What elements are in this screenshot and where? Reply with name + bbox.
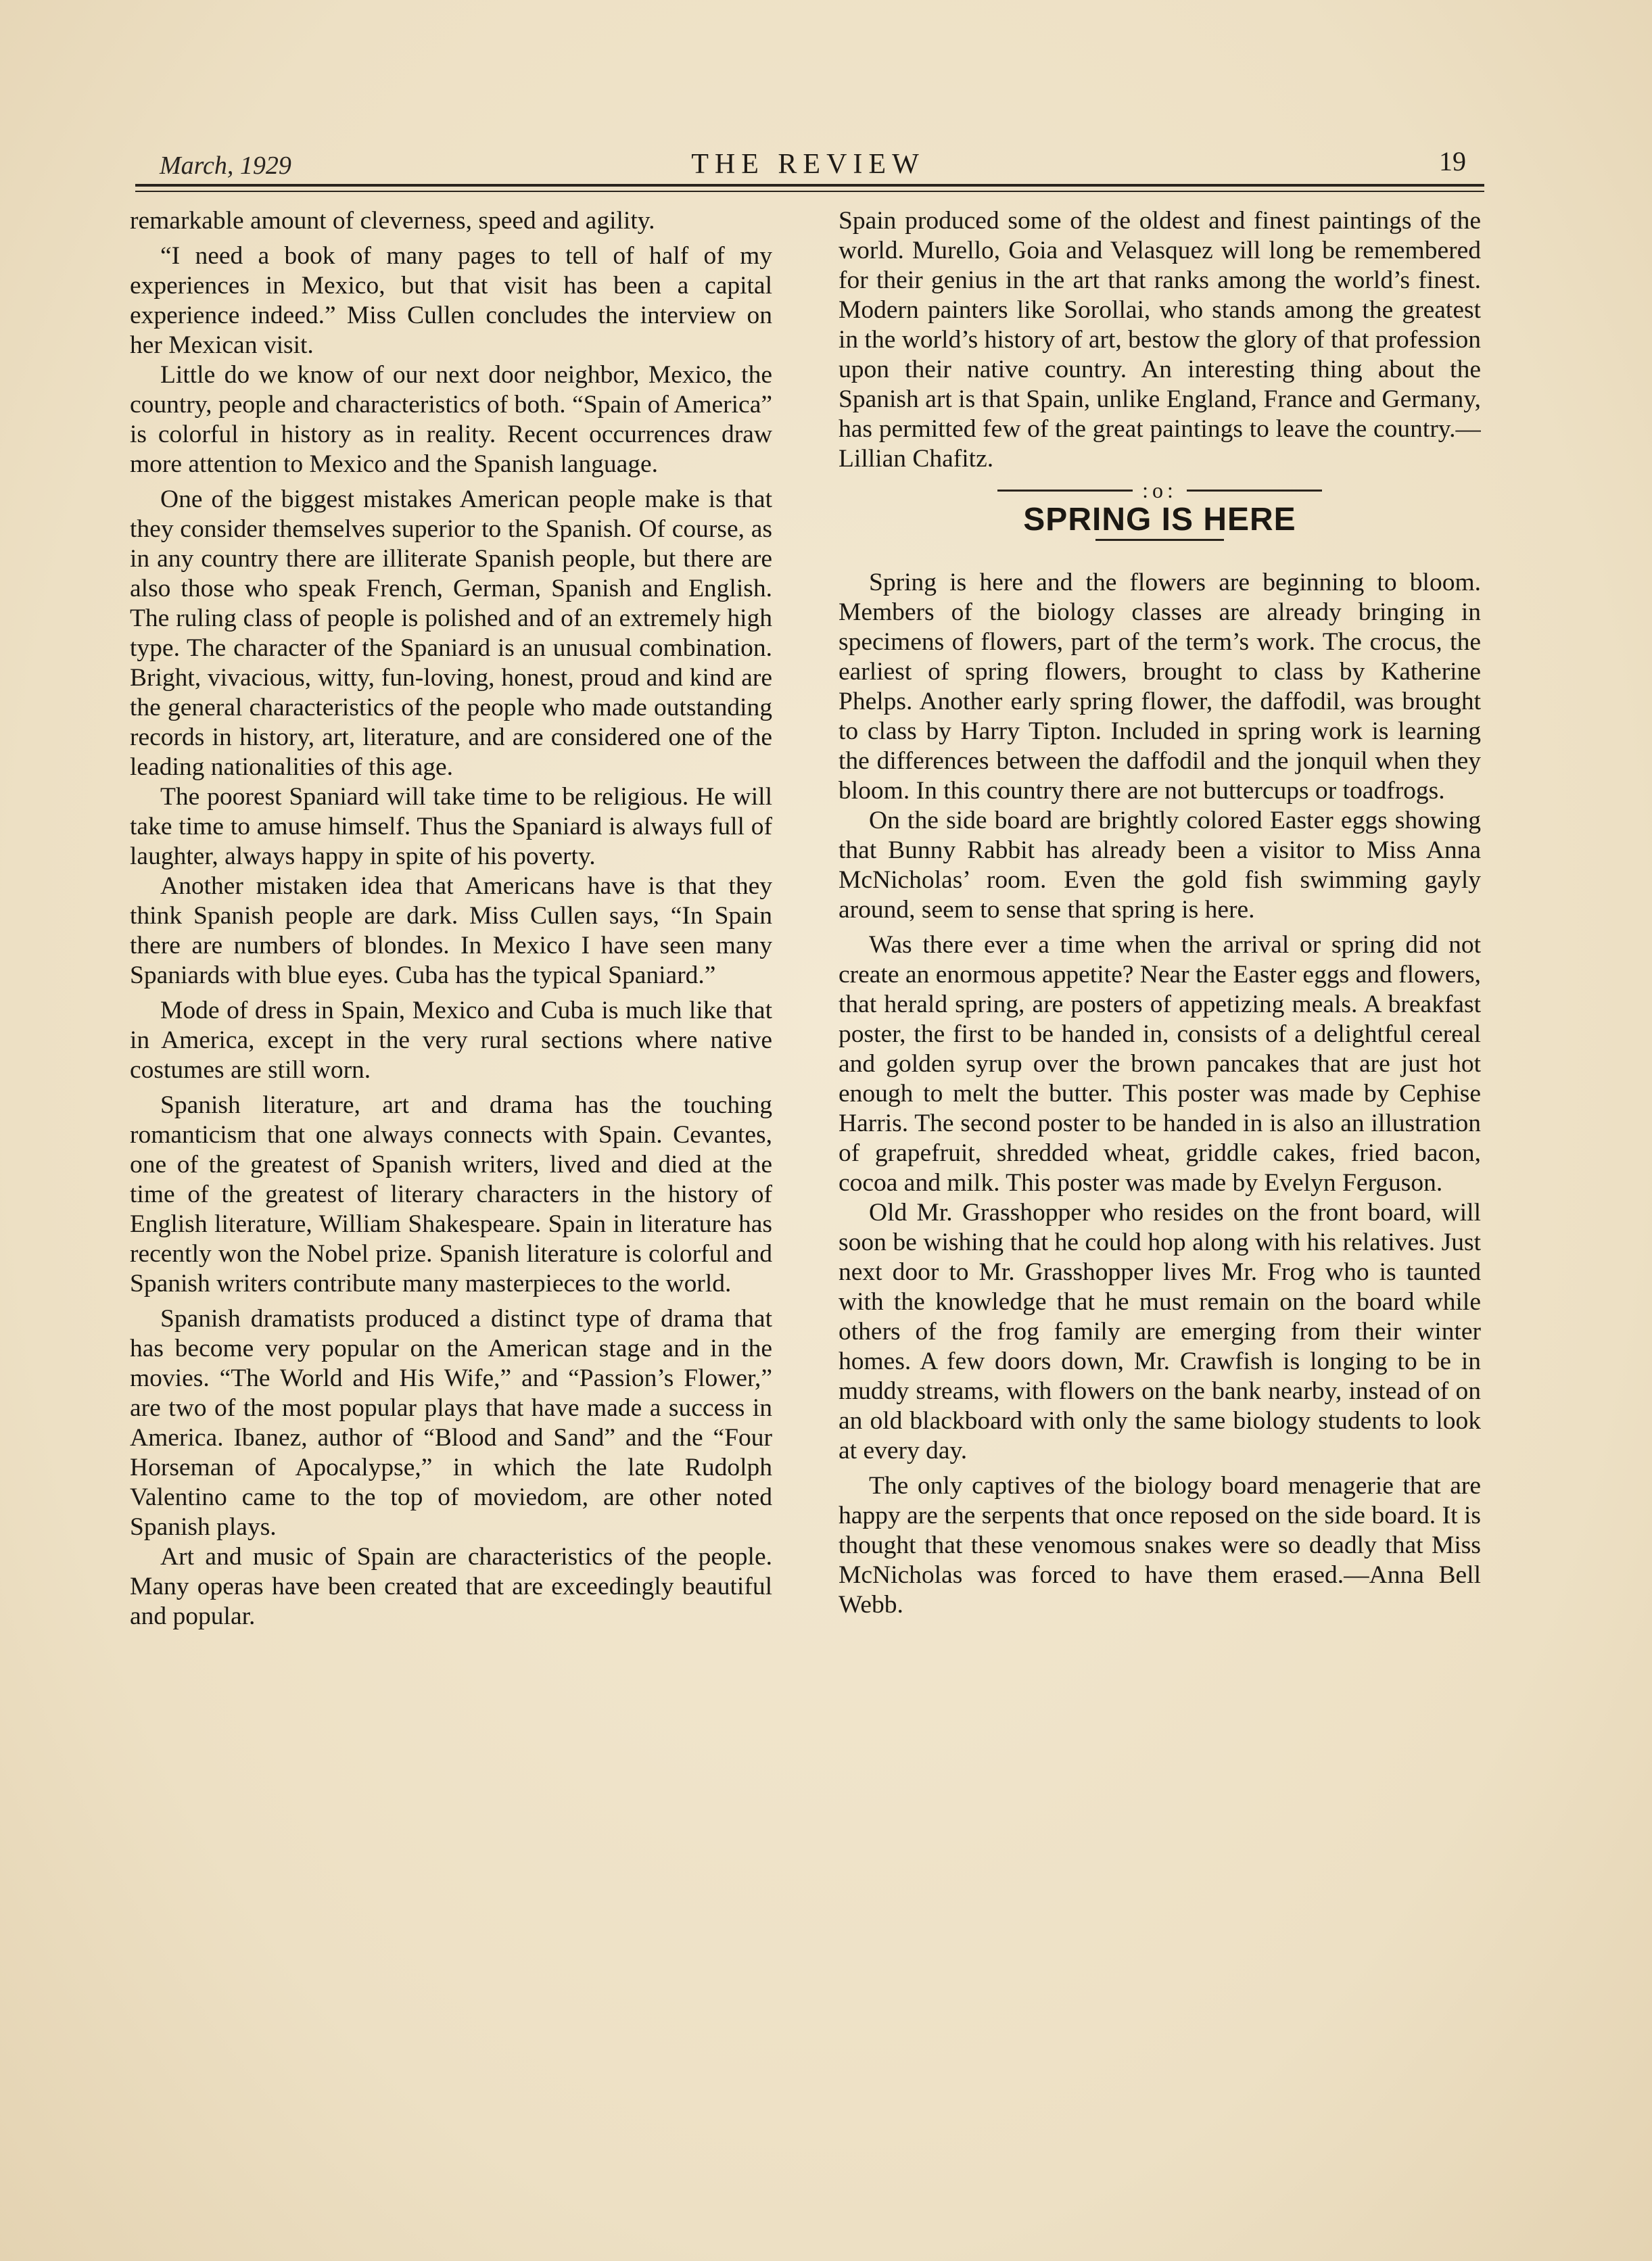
paragraph: Spain produced some of the oldest and finest paintings of the world. Murello, Goia and Velasquez will long be remembered for their genius in the art that ranks among the world’s finest. Modern painters like Sorollai, who stands among the greatest in the world’s history of art, bestow the glory of that profession upon their native country. An interesting thing about the Spanish art is that Spain, unlike England, France and Germany, has permitted few of the great paintings to leave the country.—Lillian Chafitz. <box>839 207 1481 473</box>
paragraph: The only captives of the biology board menagerie that are happy are the serpents that once reposed on the side board. It is thought that these venomous snakes were so deadly that Miss McNicholas was forced to have them erased.—Anna Bell Webb. <box>839 1472 1481 1619</box>
paragraph: One of the biggest mistakes American people make is that they consider themselves superior to the Spanish. Of course, as in any country there are illiterate Spanish people, but there are also those who speak French, German, Spanish and English. The ruling class of people is polished and of an extremely high type. The character of the Spaniard is an unusual combination. Bright, vivacious, witty, fun-loving, honest, proud and kind are the general characteristics of the people who made outstanding records in history, art, literature, and are considered one of the leading nationalities of this age. <box>130 485 772 781</box>
paragraph: Was there ever a time when the arrival or spring did not create an enormous appetite? Near the Easter eggs and flowers, that herald spring, are posters of appetizing meals. A breakfast poster, the first to be handed in, consists of a delightful cereal and golden syrup over the brown pancakes that are just hot enough to melt the butter. This poster was made by Cephise Harris. The second poster to be handed in is also an illustration of grapefruit, shredded wheat, griddle cakes, fried bacon, cocoa and milk. This poster was made by Evelyn Ferguson. <box>839 931 1481 1197</box>
paragraph: Art and music of Spain are characteristics of the people. Many operas have been created that are exceedingly beautiful and popular. <box>130 1543 772 1630</box>
separator-mark: :o: <box>1142 478 1177 502</box>
paragraph: Old Mr. Grasshopper who resides on the front board, will soon be wishing that he could hop along with his relatives. Just next door to Mr. Grasshopper lives Mr. Frog who is taunted with the knowledge that he must remain on the board while others of the frog family are emerging from their winter homes. A few doors down, Mr. Crawfish is longing to be in muddy streams, with flowers on the bank nearby, instead of on an old blackboard with only the same biology students to look at every day. <box>839 1199 1481 1465</box>
paragraph: Mode of dress in Spain, Mexico and Cuba is much like that in America, except in the very rural sections where native costumes are still worn. <box>130 997 772 1084</box>
paragraph: Spring is here and the flowers are beginning to bloom. Members of the biology classes are already bringing in specimens of flowers, part of the term’s work. The crocus, the earliest of spring flowers, brought to class by Katherine Phelps. Another early spring flower, the daffodil, was brought to class by Harry Tipton. Included in spring work is learning the differences between the daffodil and the jonquil when they bloom. In this country there are not buttercups or toadfrogs. <box>839 569 1481 805</box>
paragraph: Little do we know of our next door neighbor, Mexico, the country, people and characteristics of both. “Spain of America” is colorful in history as in reality. Recent occurrences draw more attention to Mexico and the Spanish language. <box>130 361 772 478</box>
paragraph: Spanish literature, art and drama has the touching romanticism that one always connects with Spain. Cevantes, one of the greatest of Spanish writers, lived and died at the time of the greatest of literary characters in the history of English literature, William Shakespeare. Spain in literature has recently won the Nobel prize. Spanish literature is colorful and Spanish writers contribute many masterpieces to the world. <box>130 1091 772 1298</box>
article-headline: SPRING IS HERE <box>1023 502 1296 538</box>
page-header <box>135 139 1481 179</box>
paragraph: The poorest Spaniard will take time to be religious. He will take time to amuse himself. Thus the Spaniard is always full of laughter, always happy in spite of his poverty. <box>130 783 772 870</box>
page-number: 19 <box>1439 146 1466 176</box>
paragraph: remarkable amount of cleverness, speed and agility. <box>130 207 655 235</box>
issue-date: March, 1929 <box>160 151 291 180</box>
headline-underline <box>1095 539 1224 541</box>
paragraph: “I need a book of many pages to tell of half of my experiences in Mexico, but that visit has been a capital experience indeed.” Miss Cullen concludes the interview on her Mexican visit. <box>130 242 772 359</box>
header-rule-thin <box>135 191 1484 192</box>
left-column <box>130 206 772 2147</box>
separator-line <box>1187 490 1322 492</box>
paragraph: Spanish dramatists produced a distinct type of drama that has become very popular on the American stage and in the movies. “The World and His Wife,” and “Passion’s Flower,” are two of the most popular plays that have made a success in America. Ibanez, author of “Blood and Sand” and the “Four Horseman of Apocalypse,” in which the late Rudolph Valentino came to the top of moviedom, are other noted Spanish plays. <box>130 1305 772 1541</box>
header-rule-thick <box>135 184 1484 187</box>
section-separator <box>839 479 1481 501</box>
paragraph: Another mistaken idea that Americans have is that they think Spanish people are dark. Miss Cullen says, “In Spain there are numbers of blondes. In Mexico I have seen many Spaniards with blue eyes. Cuba has the typical Spaniard.” <box>130 872 772 989</box>
paragraph: On the side board are brightly colored Easter eggs showing that Bunny Rabbit has already been a visitor to Miss Anna McNicholas’ room. Even the gold fish swimming gayly around, seem to sense that spring is here. <box>839 807 1481 924</box>
publication-title: THE REVIEW <box>691 149 925 180</box>
separator-line <box>997 490 1133 492</box>
right-column <box>839 206 1481 2147</box>
